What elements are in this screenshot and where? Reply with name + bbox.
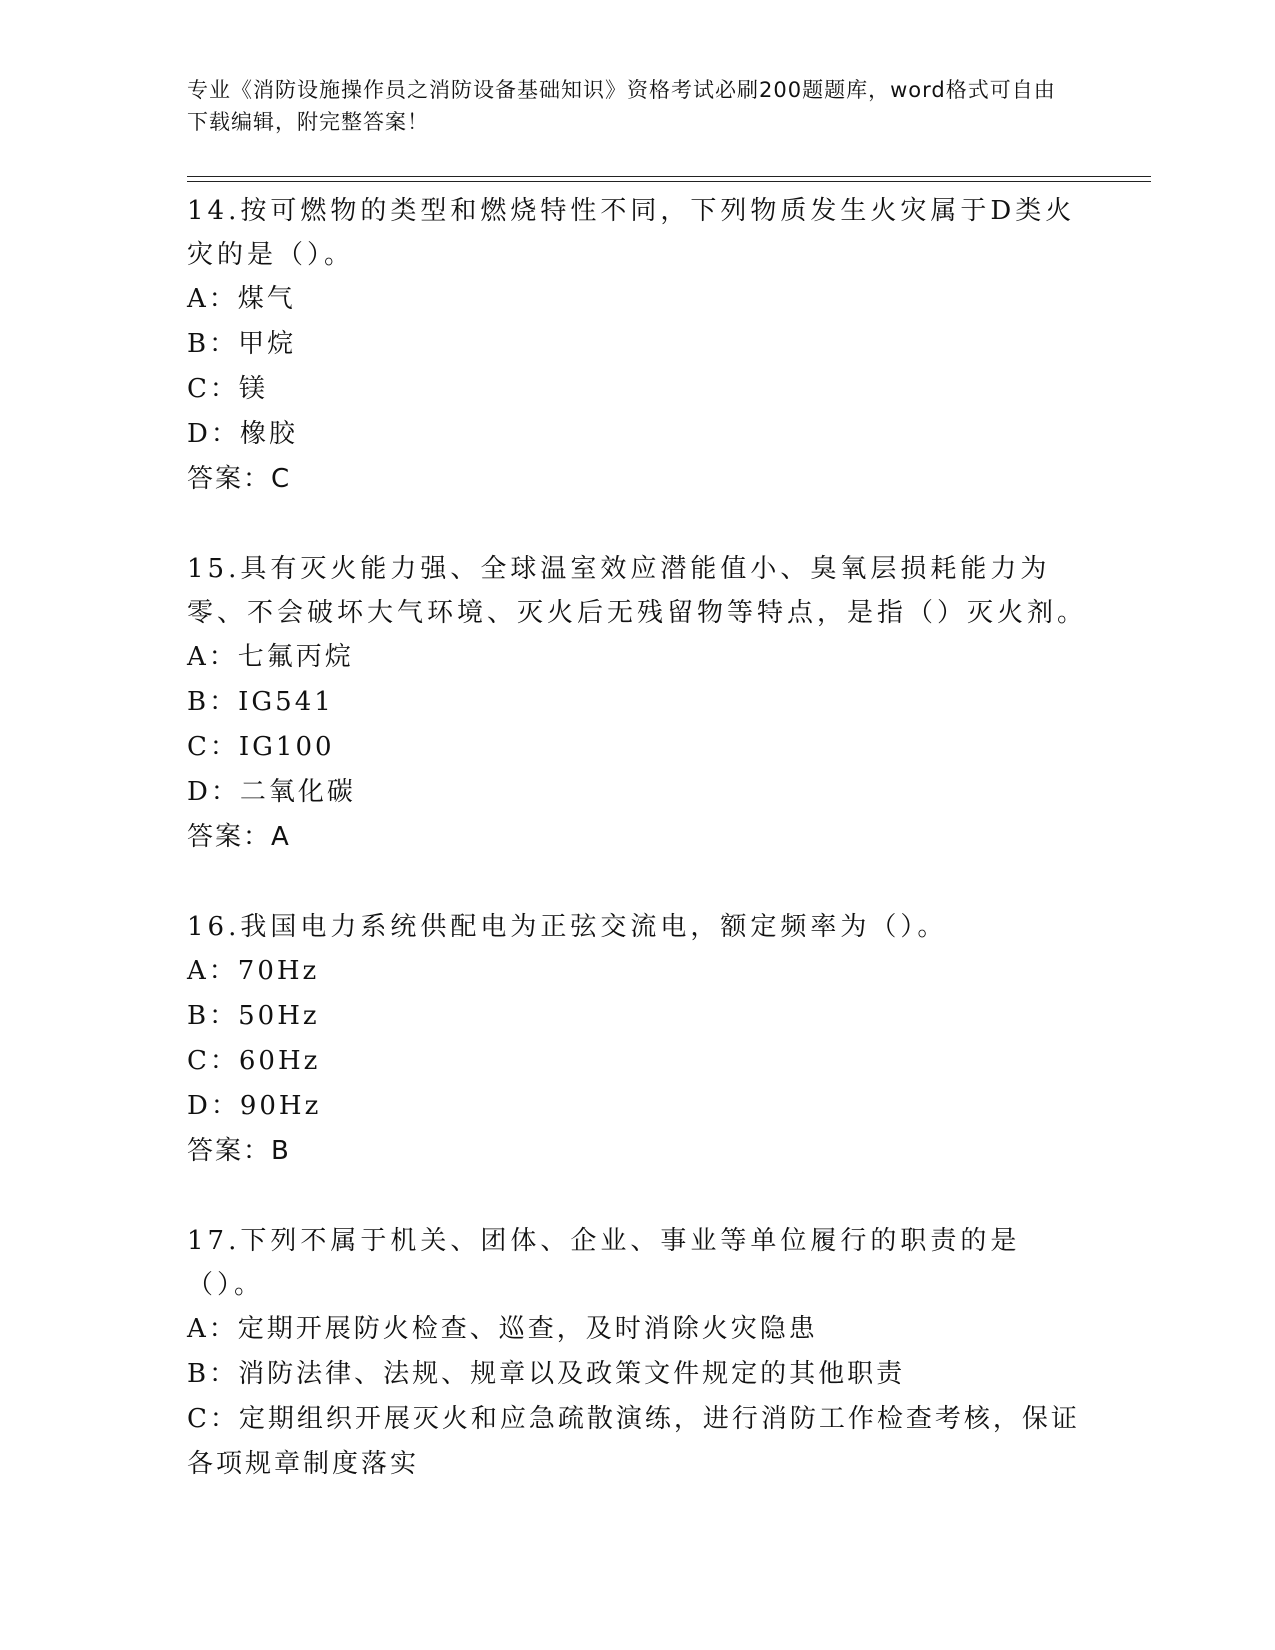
option-a: A：七氟丙烷 (187, 642, 354, 672)
option-c: C：60Hz (187, 1046, 321, 1076)
option-b: B：50Hz (187, 1001, 320, 1031)
option-c: C：IG100 (187, 732, 335, 762)
option-a: A：定期开展防火检查、巡查，及时消除火灾隐患 (187, 1314, 818, 1344)
question-14 (187, 189, 1087, 502)
question-17 (187, 1219, 1087, 1487)
header-divider-top (187, 176, 1151, 177)
option-a: A：70Hz (187, 956, 320, 986)
option-b: B：消防法律、法规、规章以及政策文件规定的其他职责 (187, 1359, 906, 1389)
option-c: C：定期组织开展灭火和应急疏散演练，进行消防工作检查考核，保证各项规章制度落实 (187, 1404, 1080, 1479)
option-b: B：IG541 (187, 687, 334, 717)
option-c: C：镁 (187, 374, 268, 404)
header-divider-bottom (187, 181, 1151, 182)
question-stem: 16.我国电力系统供配电为正弦交流电，额定频率为（）。 (187, 912, 948, 942)
answer-line: 答案：C (187, 464, 292, 494)
question-stem: 15.具有灭火能力强、全球温室效应潜能值小、臭氧层损耗能力为零、不会破坏大气环境、灭火后无残留物等特点，是指（）灭火剂。 (187, 554, 1088, 628)
option-d: D：橡胶 (187, 419, 298, 449)
option-d: D：90Hz (187, 1091, 322, 1121)
option-d: D：二氧化碳 (187, 777, 356, 807)
question-stem: 14.按可燃物的类型和燃烧特性不同，下列物质发生火灾属于D类火灾的是（）。 (187, 196, 1076, 270)
question-15 (187, 547, 1087, 860)
question-list (187, 189, 1087, 1532)
question-16 (187, 905, 1087, 1174)
answer-line: 答案：B (187, 1136, 291, 1166)
document-header: 专业《消防设施操作员之消防设备基础知识》资格考试必刷200题题库，word格式可自由下载编辑，附完整答案！ (187, 78, 1056, 134)
answer-line: 答案：A (187, 822, 291, 852)
option-a: A：煤气 (187, 284, 296, 314)
option-b: B：甲烷 (187, 329, 297, 359)
question-stem: 17.下列不属于机关、团体、企业、事业等单位履行的职责的是（）。 (187, 1226, 1021, 1300)
